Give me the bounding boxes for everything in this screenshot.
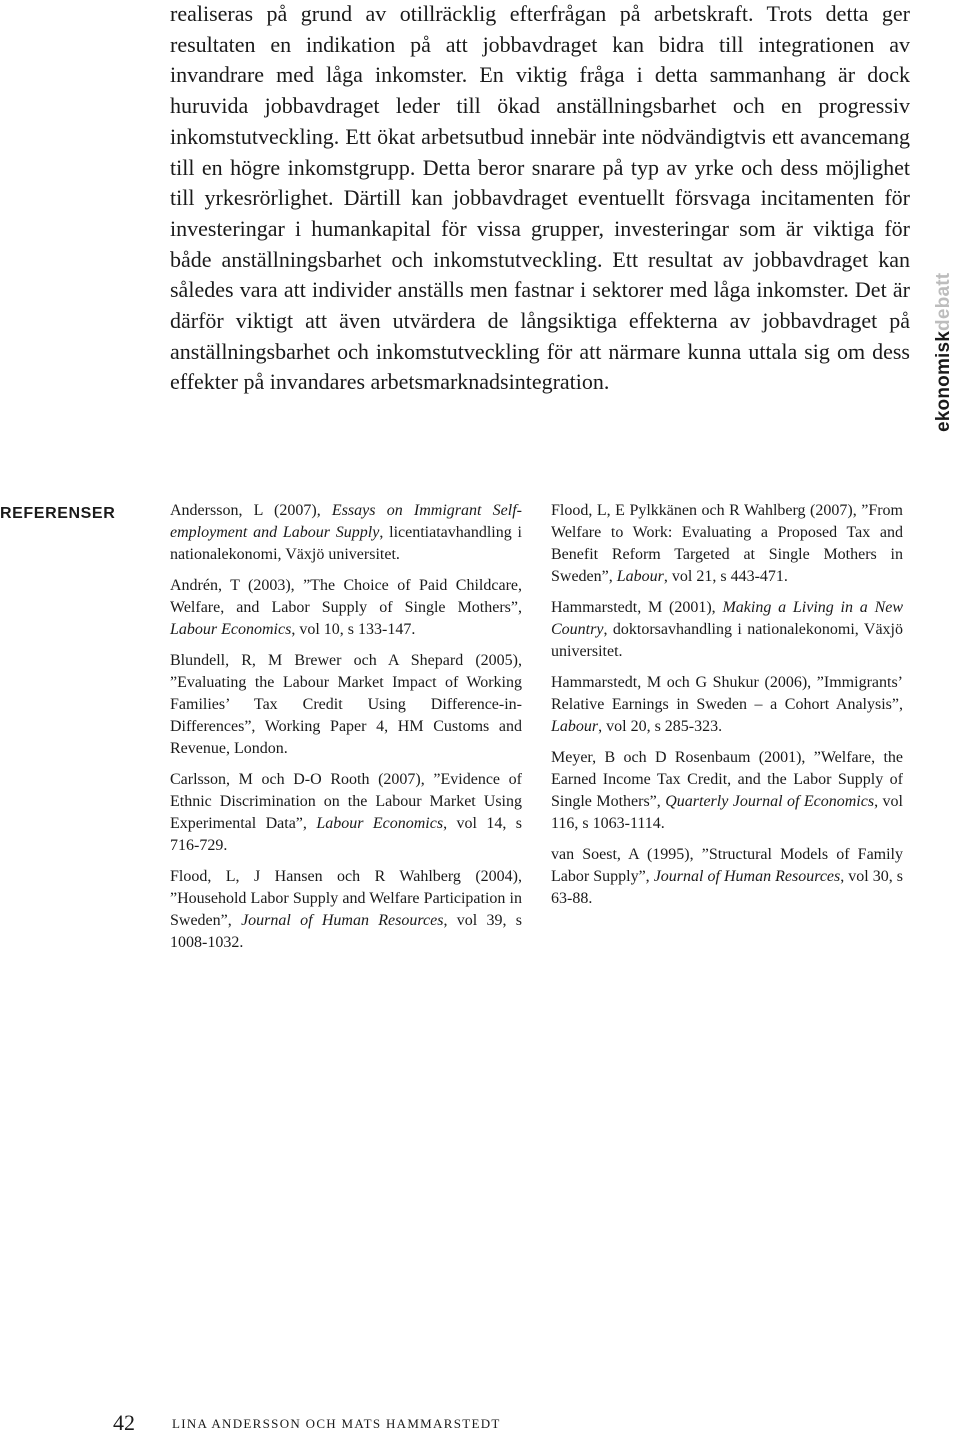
reference-item [551, 844, 903, 910]
reference-details: , vol 30, s 63-88. [551, 868, 904, 907]
reference-text: Flood, L, J Hansen och R Wahlberg (2004), ”Household Labor Supply and Welfare Participation in Sweden”, [170, 868, 522, 929]
reference-title: Making a Living in a New Country [551, 599, 904, 638]
reference-details: , vol 14, s 716-729. [170, 815, 523, 854]
reference-item [170, 500, 522, 566]
reference-title: Journal of Human Resources [653, 868, 841, 885]
reference-title: Journal of Human Resources [241, 912, 444, 929]
reference-text: Meyer, B och D Rosenbaum (2001), ”Welfare, the Earned Income Tax Credit, and the Labor Supply of Single Mothers”, [551, 749, 903, 810]
references-left-column [170, 500, 522, 963]
reference-details: , vol 20, s 285-323. [598, 718, 723, 735]
reference-title: Quarterly Journal of Economics [665, 793, 875, 810]
reference-details: , vol 21, s 443-471. [663, 568, 788, 585]
reference-text: Andrén, T (2003), ”The Choice of Paid Childcare, Welfare, and Labor Supply of Single Mothers”, [170, 577, 522, 616]
reference-item [170, 575, 522, 641]
reference-title: Labour Economics [170, 621, 292, 638]
reference-item [170, 866, 522, 954]
reference-text: Hammarstedt, M (2001), [551, 599, 723, 616]
reference-item [551, 597, 903, 663]
reference-item [170, 650, 522, 760]
reference-text: Blundell, R, M Brewer och A Shepard (2005), ”Evaluating the Labour Market Impact of Working Families’ Tax Credit Using Difference-in-Differences”, Working Paper 4, HM Customs and Revenue, London. [170, 652, 522, 757]
references-heading: REFERENSER [0, 505, 116, 522]
journal-side-label-part2: debatt [933, 272, 954, 331]
reference-text: van Soest, A (1995), ”Structural Models of Family Labor Supply”, [551, 846, 903, 885]
reference-details: , vol 10, s 133-147. [291, 621, 416, 638]
reference-item [551, 747, 903, 835]
running-footer-authors: LINA ANDERSSON OCH MATS HAMMARSTEDT [172, 1416, 501, 1431]
journal-side-label [933, 273, 955, 432]
reference-text: Carlsson, M och D-O Rooth (2007), ”Evidence of Ethnic Discrimination on the Labour Market Using Experimental Data”, [170, 771, 522, 832]
reference-title: Labour Economics [316, 815, 444, 832]
reference-text: Flood, L, E Pylkkänen och R Wahlberg (2007), ”From Welfare to Work: Evaluating a Proposed Tax and Benefit Reform Targeted at Single Mothers in Sweden”, [551, 502, 903, 585]
reference-item [551, 500, 903, 588]
reference-title: Labour [616, 568, 664, 585]
reference-details: , doktorsavhandling i nationalekonomi, Växjö universitet. [551, 621, 903, 660]
reference-title: Labour [551, 718, 599, 735]
reference-details: , vol 39, s 1008-1032. [170, 912, 523, 951]
body-paragraph: realiseras på grund av otillräcklig efterfrågan på arbetskraft. Trots detta ger resultaten en indikation på att jobbavdraget kan bidra till integrationen av invandrare med låga inkomster. En viktig fråga i detta sammanhang är dock huruvida jobbavdraget leder till ökad anställningsbarhet och en progressiv inkomstutveckling. Ett ökat arbetsutbud innebär inte nödvändigtvis ett avancemang till en högre inkomstgrupp. Detta beror snarare på typ av yrke och dess möjlighet till yrkesrörlighet. Därtill kan jobbavdraget eventuellt försvaga incitamenten för investeringar i humankapital för vissa grupper, investeringar som är viktiga för både anställningsbarhet och inkomstutveckling. Ett resultat av jobbavdraget kan således vara att individer anställs men fastnar i sektorer med låga inkomster. Det är därför viktigt att även utvärdera de långsiktiga effekterna av jobbavdraget på anställningsbarhet och inkomstutveckling för att närmare kunna uttala sig om dess effekter på invandares arbetsmarknadsintegration. [170, 1, 910, 395]
page-number: 42 [113, 1410, 135, 1435]
reference-item [170, 769, 522, 857]
reference-text: Hammarstedt, M och G Shukur (2006), ”Immigrants’ Relative Earnings in Sweden – a Cohort Analysis”, [551, 674, 903, 713]
references-right-column [551, 500, 903, 919]
page-footer [0, 1410, 960, 1438]
reference-details: , vol 116, s 1063-1114. [551, 793, 903, 832]
reference-details: , licentiatavhandling i nationalekonomi, Växjö universitet. [170, 524, 522, 563]
reference-item [551, 672, 903, 738]
reference-title: Essays on Immigrant Self-employment and Labour Supply [170, 502, 522, 541]
reference-text: Andersson, L (2007), [170, 502, 332, 519]
journal-side-label-part1: ekonomisk [933, 330, 954, 432]
